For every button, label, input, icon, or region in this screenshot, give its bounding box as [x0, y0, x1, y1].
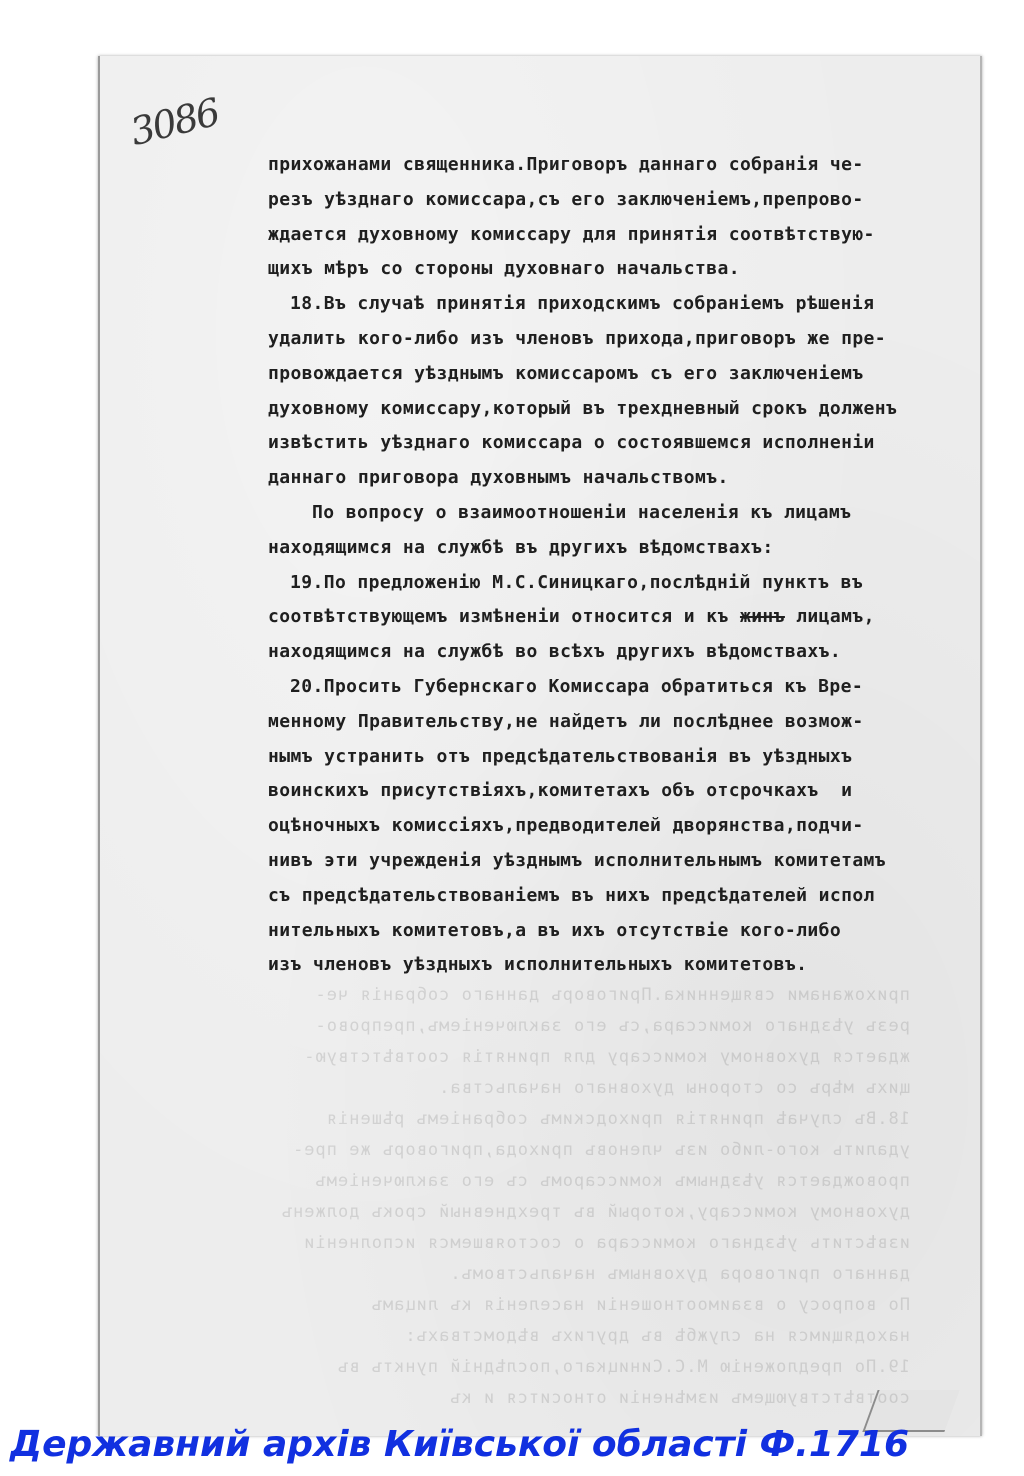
document-body [268, 154, 988, 989]
document-line [268, 920, 988, 955]
document-line [268, 258, 988, 293]
document-line [268, 641, 988, 676]
document-line [268, 711, 988, 746]
line-text: 20.Просить Губернскаго Комиссара обратиться къ Вре- [290, 675, 864, 697]
document-line [268, 293, 988, 328]
line-text: соотвѣтствующемъ измѣненіи относится и къ [268, 606, 740, 628]
line-text: 18.Въ случаѣ принятія приходскимъ собраніемъ рѣшенія [290, 293, 875, 315]
folio-number: 3086 [125, 89, 223, 155]
line-text: оцѣночныхъ комиссіяхъ,предводителей дворянства,подчи- [268, 815, 864, 837]
reverse-side-bleed-through: прихожанами священника.Приговоръ даннаго собранія че- резъ уѣзднаго комиссара,съ его заключеніемъ,препрово- ждается духовному комиссару для принятія соотвѣтствую- щихъ мѣръ со стороны духовнаго начальства. 18.Въ случаѣ принятія приходскимъ собраніемъ рѣшенія удалить кого-либо изъ членовъ прихода,приговоръ же пре- провождается уѣзднымъ комиссаромъ съ его заключеніемъ духовному комиссару,который въ трехдневный срокъ долженъ извѣстить уѣзднаго комиссара о состоявшемся исполненіи даннаго приговора духовнымъ начальствомъ. По вопросу о взаимоотношеніи населенія къ лицамъ находящимся на службѣ въ другихъ вѣдомствахъ: 19.По предложенію М.С.Синицкаго,послѣдній пунктъ въ соотвѣтствующемъ измѣненіи относится и къ [280, 985, 910, 1408]
archive-watermark: Державний архів Київської області Ф.1716 [10, 1424, 910, 1465]
line-text: съ предсѣдательствованіемъ въ нихъ предсѣдателей испол [268, 884, 875, 906]
document-line [268, 572, 988, 607]
line-text: прихожанами священника.Приговоръ даннаго собранія че- [268, 154, 864, 175]
document-line [268, 746, 988, 781]
document-line [268, 363, 988, 398]
line-text: ждается духовному комиссару для принятія соотвѣтствую- [268, 223, 875, 245]
line-text: провождается уѣзднымъ комиссаромъ съ его заключеніемъ [268, 362, 864, 384]
document-line [268, 502, 988, 537]
document-line [268, 467, 988, 502]
document-line [268, 606, 988, 641]
document-line [268, 885, 988, 920]
line-text: щихъ мѣръ со стороны духовнаго начальства. [268, 258, 740, 280]
document-line [268, 780, 988, 815]
line-text: извѣстить уѣзднаго комиссара о состоявшемся исполненіи [268, 432, 875, 454]
document-line [268, 954, 988, 989]
document-line [268, 398, 988, 433]
line-text: находящимся на службѣ въ другихъ вѣдомствахъ: [268, 536, 774, 558]
line-text: 19.По предложенію М.С.Синицкаго,послѣдній пунктъ въ [290, 571, 864, 593]
line-text-after: лицамъ, [784, 606, 875, 628]
line-text: изъ членовъ уѣздныхъ исполнительныхъ комитетовъ. [268, 954, 808, 976]
document-line [268, 224, 988, 259]
document-line [268, 328, 988, 363]
document-line [268, 815, 988, 850]
line-text: резъ уѣзднаго комиссара,съ его заключеніемъ,препрово- [268, 188, 864, 210]
document-line [268, 676, 988, 711]
document-line [268, 189, 988, 224]
line-text: воинскихъ присутствіяхъ,комитетахъ объ отсрочкахъ и [268, 780, 853, 802]
line-text: даннаго приговора духовнымъ начальствомъ. [268, 467, 729, 489]
line-text: находящимся на службѣ во всѣхъ другихъ вѣдомствахъ. [268, 641, 842, 663]
line-text: нивъ эти учрежденія уѣзднымъ исполнительнымъ комитетамъ [268, 849, 887, 871]
struck-out-word: жинъ [739, 606, 785, 628]
line-text: нымъ устранить отъ предсѣдательствованія въ уѣздныхъ [268, 745, 853, 767]
document-line [268, 154, 988, 189]
document-line [268, 432, 988, 467]
line-text: духовному комиссару,который въ трехдневный срокъ долженъ [268, 397, 898, 419]
line-text: удалить кого-либо изъ членовъ прихода,приговоръ же пре- [268, 327, 887, 349]
document-line [268, 850, 988, 885]
document-line [268, 537, 988, 572]
line-text: По вопросу о взаимоотношеніи населенія къ лицамъ [312, 501, 852, 523]
line-text: нительныхъ комитетовъ,а въ ихъ отсутствіе кого-либо [268, 919, 842, 941]
line-text: менному Правительству,не найдетъ ли послѣднее возмож- [268, 710, 864, 732]
